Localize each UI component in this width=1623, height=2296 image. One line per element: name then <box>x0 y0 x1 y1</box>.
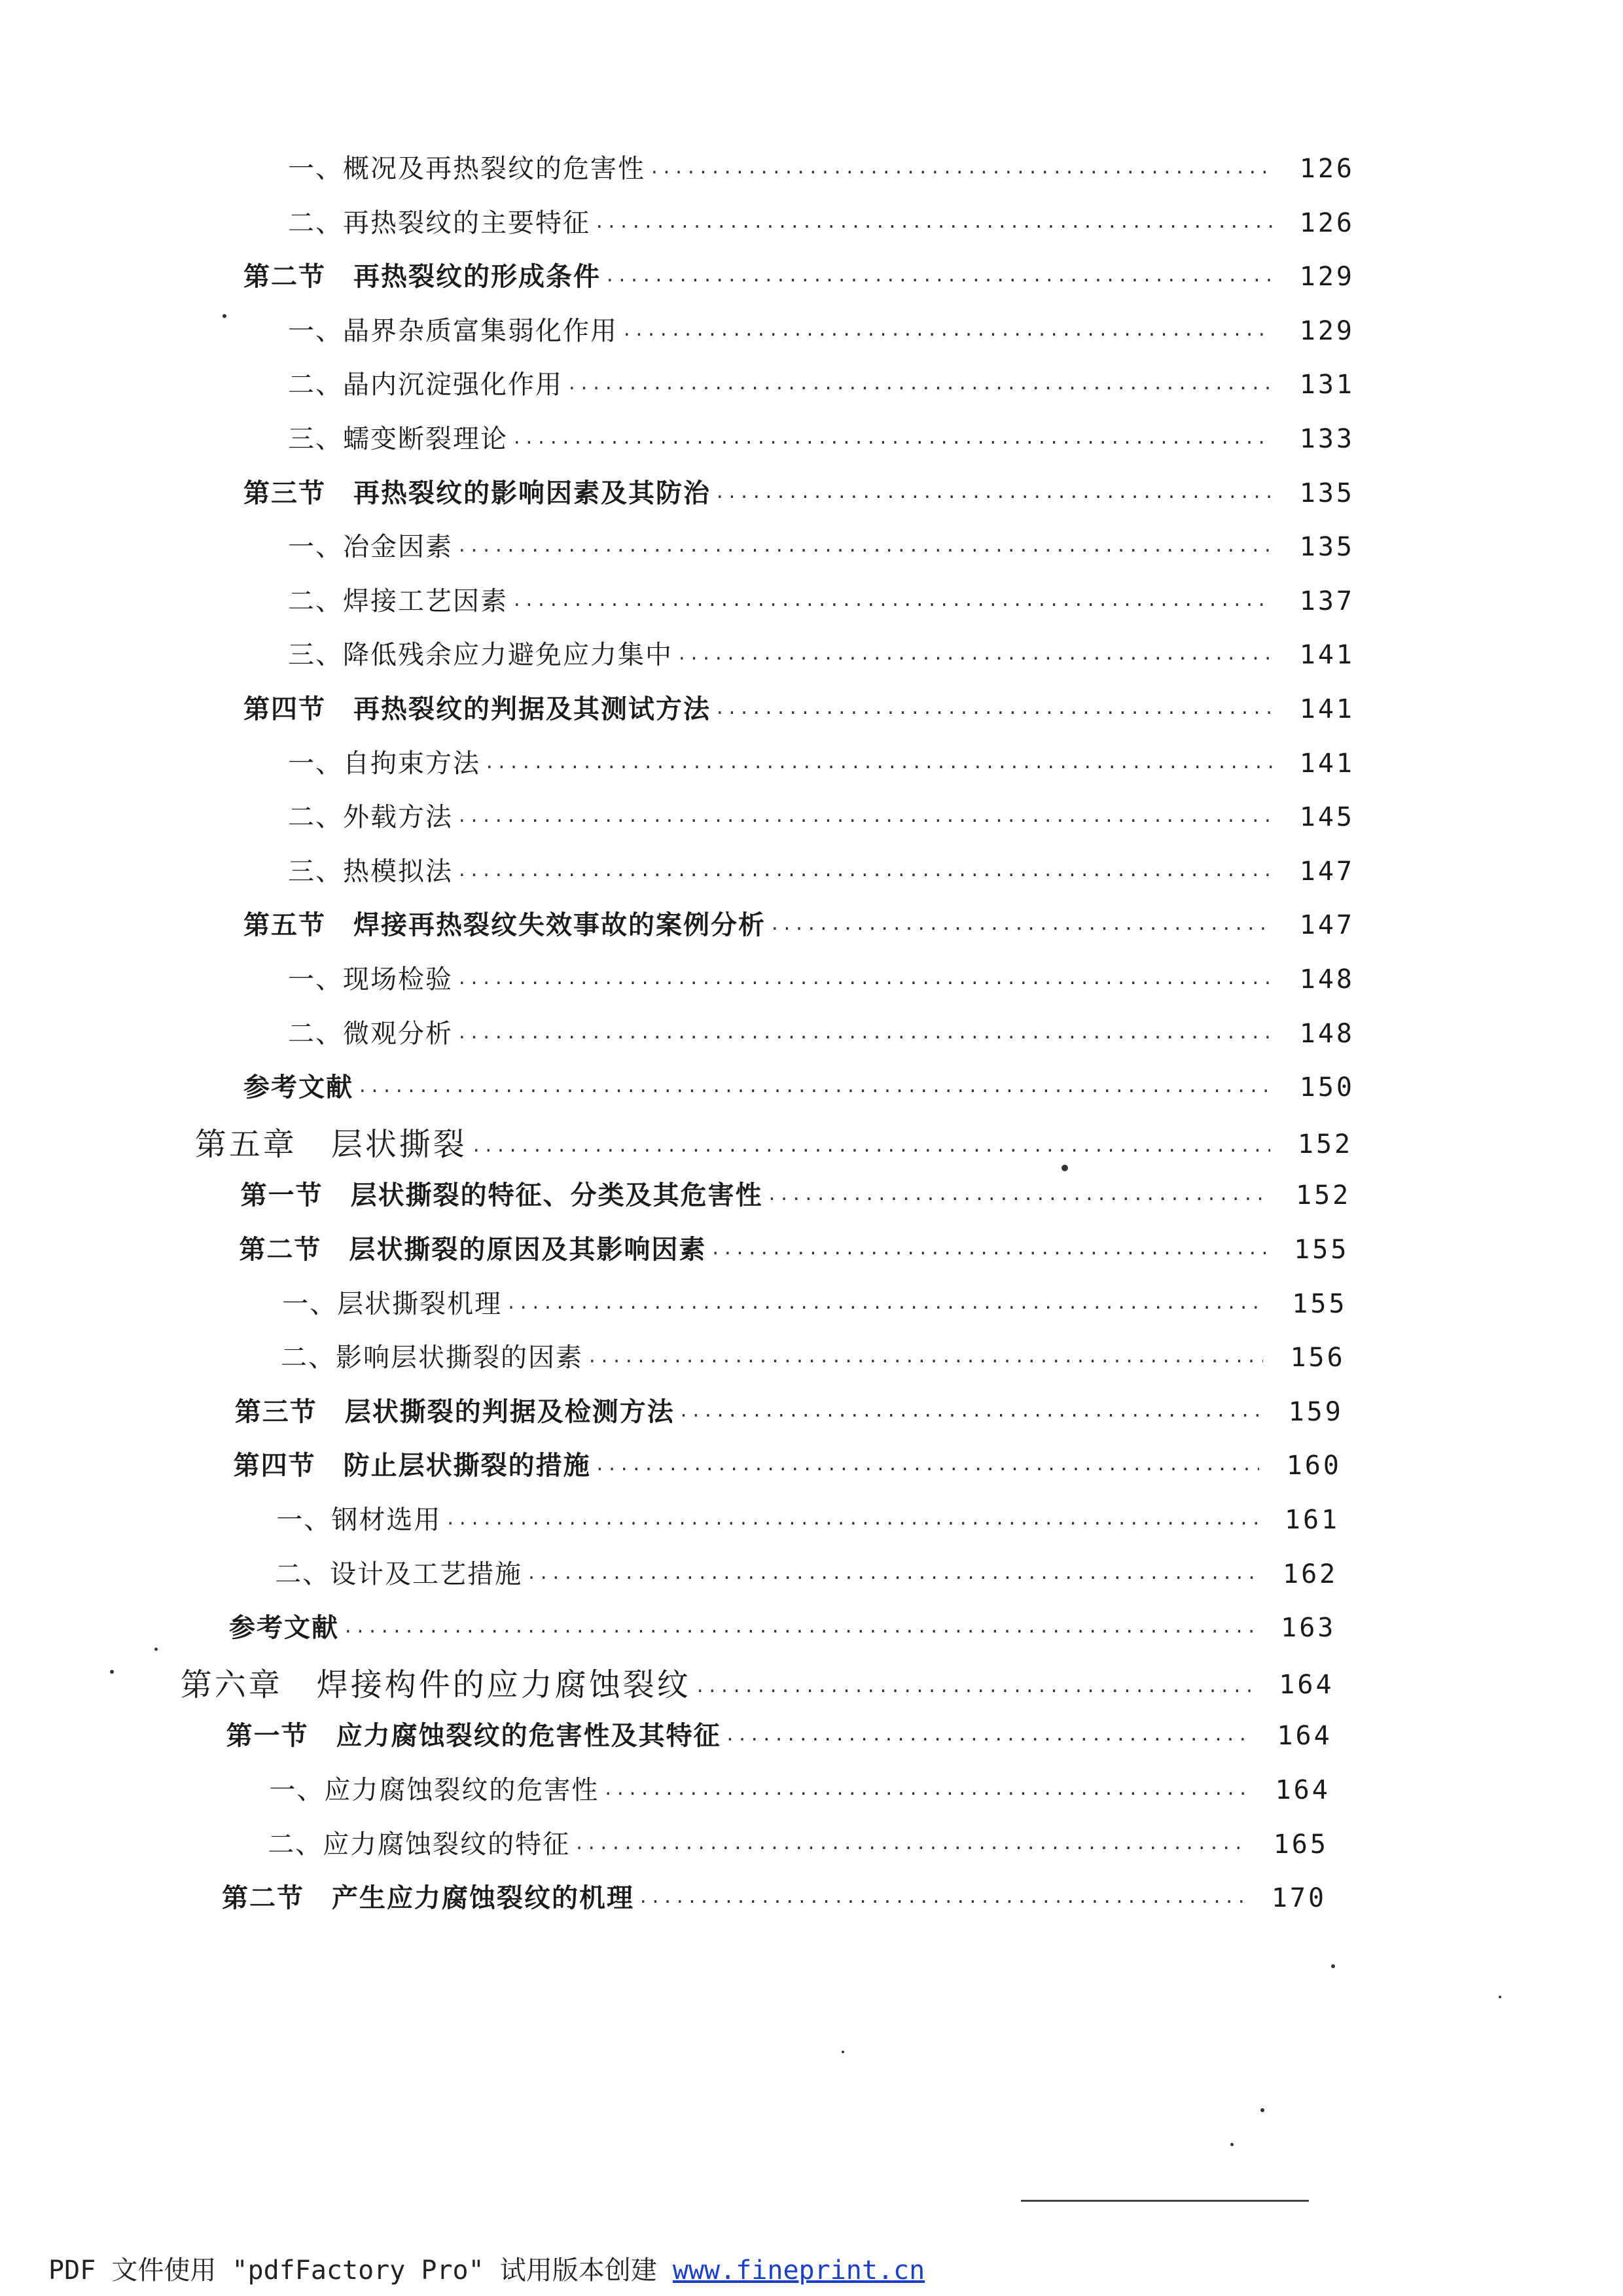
toc-leader-dots <box>457 862 1272 889</box>
toc-entry <box>235 1395 1344 1429</box>
toc-entry-label: 第六章 焊接构件的应力腐蚀裂纹 <box>180 1666 691 1703</box>
toc-page-number: 148 <box>1299 1018 1355 1049</box>
toc-page-number: 150 <box>1299 1072 1355 1103</box>
toc-leader-dots <box>679 1403 1261 1429</box>
toc-page-number: 148 <box>1299 964 1355 995</box>
toc-entry <box>288 584 1355 618</box>
toc-page-number: 137 <box>1299 586 1355 616</box>
toc-leader-dots <box>457 808 1272 834</box>
toc-leader-dots <box>357 1078 1272 1104</box>
toc-entry-label: 第四节 防止层状撕裂的措施 <box>233 1450 591 1481</box>
toc-leader-dots <box>695 1678 1252 1704</box>
toc-entry <box>276 1503 1340 1537</box>
scan-speck <box>842 2051 844 2053</box>
toc-entry-label: 第四节 再热裂纹的判据及其测试方法 <box>243 694 711 724</box>
toc-entry <box>288 314 1355 348</box>
toc-leader-dots <box>594 214 1272 240</box>
toc-leader-dots <box>605 268 1272 294</box>
toc-page-number: 161 <box>1284 1505 1340 1535</box>
toc-leader-dots <box>770 916 1272 942</box>
toc-entry <box>288 747 1355 781</box>
toc-entry-label: 第二节 层状撕裂的原因及其影响因素 <box>239 1234 707 1265</box>
toc-entry-label: 三、降低残余应力避免应力集中 <box>288 640 673 671</box>
toc-page-number: 133 <box>1299 424 1355 454</box>
toc-page-number: 147 <box>1299 910 1355 941</box>
toc-entry <box>229 1611 1336 1645</box>
toc-entry <box>288 530 1355 564</box>
toc-entry <box>243 260 1355 294</box>
toc-page-number: 126 <box>1299 154 1355 184</box>
toc-page-number: 164 <box>1279 1669 1334 1700</box>
scan-speck <box>223 314 226 318</box>
toc-entry-label: 二、微观分析 <box>288 1018 453 1049</box>
toc-leader-dots <box>677 646 1272 672</box>
toc-leader-dots <box>567 376 1272 402</box>
toc-entry-label: 二、应力腐蚀裂纹的特征 <box>268 1829 571 1860</box>
toc-entry-label: 第二节 产生应力腐蚀裂纹的机理 <box>222 1882 634 1914</box>
toc-leader-dots <box>649 160 1272 186</box>
toc-leader-dots <box>622 322 1272 348</box>
toc-entry <box>288 855 1355 889</box>
toc-entry <box>222 1881 1327 1915</box>
toc-page-number: 163 <box>1281 1613 1336 1644</box>
scan-speck <box>1499 1996 1501 1998</box>
toc-entry <box>288 206 1355 240</box>
toc-page-number: 141 <box>1299 640 1355 671</box>
toc-leader-dots <box>638 1889 1244 1915</box>
toc-page-number: 164 <box>1277 1721 1332 1752</box>
toc-entry-label: 一、层状撕裂机理 <box>282 1288 503 1319</box>
footer-link[interactable]: www.fineprint.cn <box>672 2255 925 2286</box>
scan-speck <box>1061 1165 1068 1171</box>
toc-entry <box>275 1557 1338 1591</box>
toc-page-number: 159 <box>1288 1396 1344 1427</box>
toc-page-number: 131 <box>1299 370 1355 400</box>
toc-entry-label: 二、外载方法 <box>288 802 453 833</box>
toc-leader-dots <box>457 1025 1272 1051</box>
toc-entry <box>241 1178 1351 1212</box>
toc-leader-dots <box>603 1781 1247 1807</box>
toc-leader-dots <box>574 1835 1246 1862</box>
toc-leader-dots <box>715 700 1272 726</box>
pdf-footer <box>48 2250 925 2287</box>
scan-speck <box>110 1670 114 1674</box>
toc-entry <box>181 1665 1334 1704</box>
toc-leader-dots <box>445 1511 1257 1537</box>
toc-entry-label: 二、焊接工艺因素 <box>288 586 508 616</box>
toc-entry-label: 一、应力腐蚀裂纹的危害性 <box>269 1775 599 1805</box>
toc-leader-dots <box>526 1565 1255 1591</box>
toc-entry-label: 第一节 应力腐蚀裂纹的危害性及其特征 <box>226 1720 721 1752</box>
scan-speck <box>1260 2108 1264 2112</box>
toc-entry-label: 第一节 层状撕裂的特征、分类及其危害性 <box>240 1180 763 1211</box>
toc-page-number: 164 <box>1275 1775 1330 1805</box>
toc-page-number: 160 <box>1286 1451 1342 1481</box>
toc-page-number: 152 <box>1297 1129 1353 1159</box>
toc-entry-label: 一、钢材选用 <box>276 1505 442 1535</box>
toc-page-number: 170 <box>1271 1883 1327 1914</box>
scan-line-mark <box>1021 2200 1309 2202</box>
toc-entry <box>243 692 1355 726</box>
toc-leader-dots <box>471 1138 1270 1164</box>
toc-entry <box>243 1070 1355 1104</box>
toc-leader-dots <box>343 1619 1253 1645</box>
toc-entry <box>288 152 1355 186</box>
toc-page-number: 129 <box>1299 262 1355 292</box>
toc-leader-dots <box>767 1186 1269 1212</box>
toc-leader-dots <box>710 1241 1266 1267</box>
toc-page-number: 135 <box>1299 532 1355 563</box>
toc-entry <box>288 368 1355 402</box>
toc-leader-dots <box>506 1295 1264 1321</box>
toc-entry <box>226 1719 1332 1753</box>
toc-entry <box>288 422 1355 456</box>
toc-entry-label: 一、概况及再热裂纹的危害性 <box>288 154 645 184</box>
toc-page-number: 135 <box>1299 478 1355 508</box>
toc-entry <box>288 1017 1355 1051</box>
toc-page-number: 147 <box>1299 856 1355 887</box>
toc-page-number: 165 <box>1273 1829 1329 1860</box>
toc-page-number: 162 <box>1282 1559 1338 1589</box>
toc-page-number: 141 <box>1299 694 1355 724</box>
toc-leader-dots <box>457 970 1272 997</box>
toc-leader-dots <box>715 484 1272 510</box>
toc-entry-label: 二、影响层状撕裂的因素 <box>281 1343 583 1373</box>
toc-entry-label: 第五节 焊接再热裂纹失效事故的案例分析 <box>243 910 766 941</box>
toc-page-number: 155 <box>1294 1235 1349 1265</box>
toc-entry-label: 第三节 层状撕裂的判据及检测方法 <box>234 1396 675 1427</box>
toc-leader-dots <box>595 1457 1259 1483</box>
toc-entry-label: 二、再热裂纹的主要特征 <box>288 207 590 238</box>
toc-entry <box>269 1773 1330 1807</box>
toc-entry-label: 第二节 再热裂纹的形成条件 <box>243 261 601 292</box>
toc-entry <box>243 908 1355 942</box>
toc-entry <box>288 963 1355 997</box>
toc-entry <box>239 1233 1349 1267</box>
toc-entry-label: 第三节 再热裂纹的影响因素及其防治 <box>243 477 711 508</box>
toc-entry-label: 二、晶内沉淀强化作用 <box>288 370 563 400</box>
toc-entry-label: 三、热模拟法 <box>288 856 453 887</box>
toc-entry <box>282 1287 1347 1321</box>
toc-entry <box>288 800 1355 834</box>
scan-speck <box>1230 2143 1234 2146</box>
toc-leader-dots <box>587 1349 1263 1375</box>
toc-entry <box>195 1125 1353 1164</box>
toc-entry <box>268 1828 1329 1862</box>
toc-page-number: 126 <box>1299 207 1355 238</box>
toc-page-number: 152 <box>1296 1180 1351 1211</box>
toc-entry <box>243 476 1355 510</box>
footer-text: PDF 文件使用 "pdfFactory Pro" 试用版本创建 <box>48 2255 673 2286</box>
scan-speck <box>154 1648 158 1651</box>
toc-entry-label: 二、设计及工艺措施 <box>275 1559 523 1589</box>
toc-page-number: 155 <box>1292 1288 1347 1319</box>
toc-leader-dots <box>725 1727 1250 1753</box>
toc-entry <box>288 638 1355 672</box>
toc-leader-dots <box>484 754 1272 781</box>
toc-entry <box>234 1449 1342 1483</box>
scan-speck <box>1331 1964 1335 1968</box>
toc-page-number: 129 <box>1299 315 1355 346</box>
toc-entry-label: 第五章 层状撕裂 <box>194 1125 467 1163</box>
toc-entry-label: 参考文献 <box>243 1072 353 1103</box>
toc-page-number: 141 <box>1299 748 1355 779</box>
toc-leader-dots <box>512 430 1272 456</box>
toc-leader-dots <box>512 592 1272 618</box>
toc-entry-label: 一、冶金因素 <box>288 532 453 563</box>
toc-entry-label: 参考文献 <box>229 1612 339 1644</box>
toc-entry-label: 三、蠕变断裂理论 <box>288 424 508 454</box>
toc-page-number: 156 <box>1290 1343 1346 1373</box>
toc-entry-label: 一、晶界杂质富集弱化作用 <box>288 315 618 346</box>
toc-entry-label: 一、自拘束方法 <box>288 748 480 779</box>
toc-entry-label: 一、现场检验 <box>288 964 453 995</box>
toc-page-number: 145 <box>1299 802 1355 833</box>
toc-entry <box>281 1341 1346 1375</box>
toc-leader-dots <box>457 538 1272 564</box>
